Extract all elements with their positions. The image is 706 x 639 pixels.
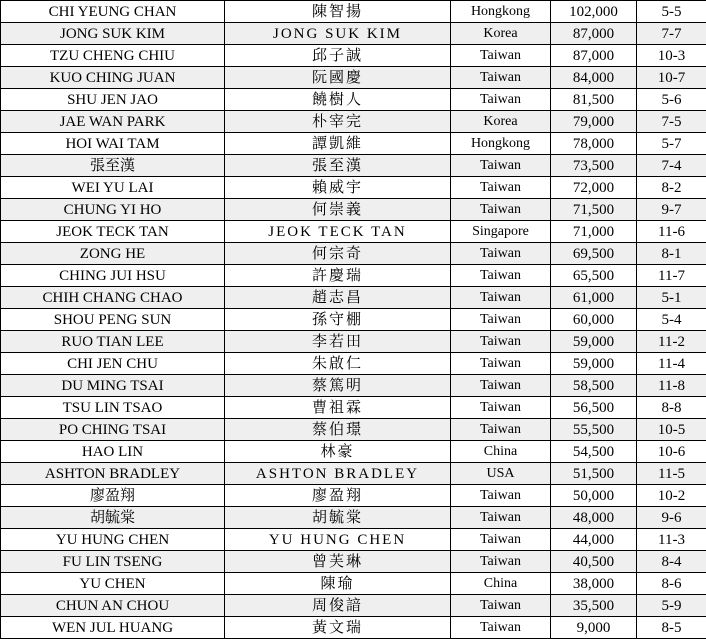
native-name-cell: 胡毓棠	[225, 507, 451, 529]
score-cell: 9,000	[551, 617, 637, 639]
country-cell: Taiwan	[451, 595, 551, 617]
table-row	[1, 463, 706, 485]
player-name-cell: ASHTON BRADLEY	[1, 463, 225, 485]
score-cell: 40,500	[551, 551, 637, 573]
score-cell: 69,500	[551, 243, 637, 265]
code-cell: 5-6	[637, 89, 706, 111]
score-cell: 60,000	[551, 309, 637, 331]
player-name-cell: KUO CHING JUAN	[1, 67, 225, 89]
native-name-cell: 朱啟仁	[225, 353, 451, 375]
native-name-cell: YU HUNG CHEN	[225, 529, 451, 551]
player-name-cell: PO CHING TSAI	[1, 419, 225, 441]
code-cell: 8-2	[637, 177, 706, 199]
player-name-cell: JAE WAN PARK	[1, 111, 225, 133]
score-cell: 56,500	[551, 397, 637, 419]
table-row	[1, 353, 706, 375]
score-cell: 71,000	[551, 221, 637, 243]
code-cell: 5-5	[637, 1, 706, 23]
country-cell: Taiwan	[451, 67, 551, 89]
score-cell: 35,500	[551, 595, 637, 617]
table-row	[1, 573, 706, 595]
country-cell: Hongkong	[451, 133, 551, 155]
code-cell: 7-5	[637, 111, 706, 133]
table-row	[1, 485, 706, 507]
country-cell: Taiwan	[451, 199, 551, 221]
player-name-cell: CHING JUI HSU	[1, 265, 225, 287]
native-name-cell: 許慶瑞	[225, 265, 451, 287]
native-name-cell: 邱子誠	[225, 45, 451, 67]
player-name-cell: CHUN AN CHOU	[1, 595, 225, 617]
score-cell: 87,000	[551, 23, 637, 45]
native-name-cell: JEOK TECK TAN	[225, 221, 451, 243]
table-row	[1, 133, 706, 155]
score-cell: 72,000	[551, 177, 637, 199]
country-cell: Taiwan	[451, 375, 551, 397]
code-cell: 5-7	[637, 133, 706, 155]
code-cell: 11-6	[637, 221, 706, 243]
player-name-cell: YU CHEN	[1, 573, 225, 595]
code-cell: 11-4	[637, 353, 706, 375]
code-cell: 8-5	[637, 617, 706, 639]
country-cell: Taiwan	[451, 265, 551, 287]
native-name-cell: 賴威宇	[225, 177, 451, 199]
player-name-cell: CHIH CHANG CHAO	[1, 287, 225, 309]
country-cell: Taiwan	[451, 617, 551, 639]
country-cell: Hongkong	[451, 1, 551, 23]
table-row	[1, 45, 706, 67]
table-row	[1, 287, 706, 309]
score-cell: 59,000	[551, 353, 637, 375]
native-name-cell: 林豪	[225, 441, 451, 463]
code-cell: 7-4	[637, 155, 706, 177]
native-name-cell: 孫守棚	[225, 309, 451, 331]
native-name-cell: 周俊諳	[225, 595, 451, 617]
code-cell: 5-4	[637, 309, 706, 331]
score-cell: 38,000	[551, 573, 637, 595]
country-cell: Korea	[451, 111, 551, 133]
player-name-cell: DU MING TSAI	[1, 375, 225, 397]
table-row	[1, 551, 706, 573]
native-name-cell: 何宗奇	[225, 243, 451, 265]
code-cell: 10-3	[637, 45, 706, 67]
country-cell: Taiwan	[451, 529, 551, 551]
table-row	[1, 243, 706, 265]
table-row	[1, 397, 706, 419]
code-cell: 7-7	[637, 23, 706, 45]
score-cell: 59,000	[551, 331, 637, 353]
table-row	[1, 199, 706, 221]
country-cell: Taiwan	[451, 45, 551, 67]
native-name-cell: 廖盈翔	[225, 485, 451, 507]
player-name-cell: JONG SUK KIM	[1, 23, 225, 45]
native-name-cell: 朴宰完	[225, 111, 451, 133]
score-cell: 54,500	[551, 441, 637, 463]
score-cell: 79,000	[551, 111, 637, 133]
player-name-cell: SHOU PENG SUN	[1, 309, 225, 331]
score-cell: 84,000	[551, 67, 637, 89]
player-name-cell: 廖盈翔	[1, 485, 225, 507]
native-name-cell: JONG SUK KIM	[225, 23, 451, 45]
code-cell: 10-5	[637, 419, 706, 441]
native-name-cell: 蔡伯璟	[225, 419, 451, 441]
table-row	[1, 221, 706, 243]
country-cell: Taiwan	[451, 309, 551, 331]
table-row	[1, 331, 706, 353]
native-name-cell: 張至漢	[225, 155, 451, 177]
native-name-cell: 趙志昌	[225, 287, 451, 309]
native-name-cell: 譚凱維	[225, 133, 451, 155]
player-name-cell: WEI YU LAI	[1, 177, 225, 199]
code-cell: 9-7	[637, 199, 706, 221]
country-cell: China	[451, 573, 551, 595]
table-row	[1, 595, 706, 617]
code-cell: 8-8	[637, 397, 706, 419]
code-cell: 11-7	[637, 265, 706, 287]
player-name-cell: ZONG HE	[1, 243, 225, 265]
country-cell: Taiwan	[451, 485, 551, 507]
table-row	[1, 529, 706, 551]
score-cell: 102,000	[551, 1, 637, 23]
player-name-cell: 胡毓棠	[1, 507, 225, 529]
table-row	[1, 419, 706, 441]
table-row	[1, 89, 706, 111]
table-row	[1, 155, 706, 177]
country-cell: Taiwan	[451, 287, 551, 309]
player-name-cell: CHI JEN CHU	[1, 353, 225, 375]
player-name-cell: CHI YEUNG CHAN	[1, 1, 225, 23]
code-cell: 11-5	[637, 463, 706, 485]
native-name-cell: 饒樹人	[225, 89, 451, 111]
country-cell: Taiwan	[451, 243, 551, 265]
code-cell: 5-1	[637, 287, 706, 309]
player-name-cell: TZU CHENG CHIU	[1, 45, 225, 67]
table-row	[1, 1, 706, 23]
table-row	[1, 23, 706, 45]
score-cell: 87,000	[551, 45, 637, 67]
code-cell: 9-6	[637, 507, 706, 529]
code-cell: 10-6	[637, 441, 706, 463]
results-table-body	[1, 1, 706, 639]
country-cell: Taiwan	[451, 331, 551, 353]
player-name-cell: HOI WAI TAM	[1, 133, 225, 155]
native-name-cell: 何崇義	[225, 199, 451, 221]
country-cell: Taiwan	[451, 397, 551, 419]
code-cell: 5-9	[637, 595, 706, 617]
score-cell: 50,000	[551, 485, 637, 507]
score-cell: 48,000	[551, 507, 637, 529]
table-row	[1, 617, 706, 639]
player-name-cell: WEN JUL HUANG	[1, 617, 225, 639]
native-name-cell: ASHTON BRADLEY	[225, 463, 451, 485]
country-cell: USA	[451, 463, 551, 485]
score-cell: 44,000	[551, 529, 637, 551]
country-cell: Taiwan	[451, 155, 551, 177]
code-cell: 10-7	[637, 67, 706, 89]
country-cell: Taiwan	[451, 551, 551, 573]
score-cell: 78,000	[551, 133, 637, 155]
native-name-cell: 曹祖霖	[225, 397, 451, 419]
player-name-cell: SHU JEN JAO	[1, 89, 225, 111]
country-cell: China	[451, 441, 551, 463]
code-cell: 8-4	[637, 551, 706, 573]
table-row	[1, 67, 706, 89]
table-row	[1, 507, 706, 529]
country-cell: Singapore	[451, 221, 551, 243]
country-cell: Korea	[451, 23, 551, 45]
player-name-cell: 張至漢	[1, 155, 225, 177]
country-cell: Taiwan	[451, 353, 551, 375]
code-cell: 8-6	[637, 573, 706, 595]
native-name-cell: 黃文瑞	[225, 617, 451, 639]
score-cell: 61,000	[551, 287, 637, 309]
country-cell: Taiwan	[451, 419, 551, 441]
score-cell: 81,500	[551, 89, 637, 111]
code-cell: 11-2	[637, 331, 706, 353]
table-row	[1, 111, 706, 133]
table-row	[1, 441, 706, 463]
table-row	[1, 265, 706, 287]
player-name-cell: FU LIN TSENG	[1, 551, 225, 573]
score-cell: 55,500	[551, 419, 637, 441]
score-cell: 58,500	[551, 375, 637, 397]
country-cell: Taiwan	[451, 507, 551, 529]
native-name-cell: 陳智揚	[225, 1, 451, 23]
native-name-cell: 曾芙琳	[225, 551, 451, 573]
code-cell: 11-8	[637, 375, 706, 397]
score-cell: 71,500	[551, 199, 637, 221]
native-name-cell: 陳瑜	[225, 573, 451, 595]
player-name-cell: CHUNG YI HO	[1, 199, 225, 221]
native-name-cell: 李若田	[225, 331, 451, 353]
table-row	[1, 177, 706, 199]
code-cell: 10-2	[637, 485, 706, 507]
player-name-cell: HAO LIN	[1, 441, 225, 463]
score-cell: 73,500	[551, 155, 637, 177]
native-name-cell: 阮國慶	[225, 67, 451, 89]
player-name-cell: JEOK TECK TAN	[1, 221, 225, 243]
country-cell: Taiwan	[451, 177, 551, 199]
player-name-cell: TSU LIN TSAO	[1, 397, 225, 419]
native-name-cell: 蔡篤明	[225, 375, 451, 397]
country-cell: Taiwan	[451, 89, 551, 111]
score-cell: 51,500	[551, 463, 637, 485]
code-cell: 8-1	[637, 243, 706, 265]
table-row	[1, 375, 706, 397]
player-name-cell: YU HUNG CHEN	[1, 529, 225, 551]
score-cell: 65,500	[551, 265, 637, 287]
player-name-cell: RUO TIAN LEE	[1, 331, 225, 353]
code-cell: 11-3	[637, 529, 706, 551]
table-row	[1, 309, 706, 331]
